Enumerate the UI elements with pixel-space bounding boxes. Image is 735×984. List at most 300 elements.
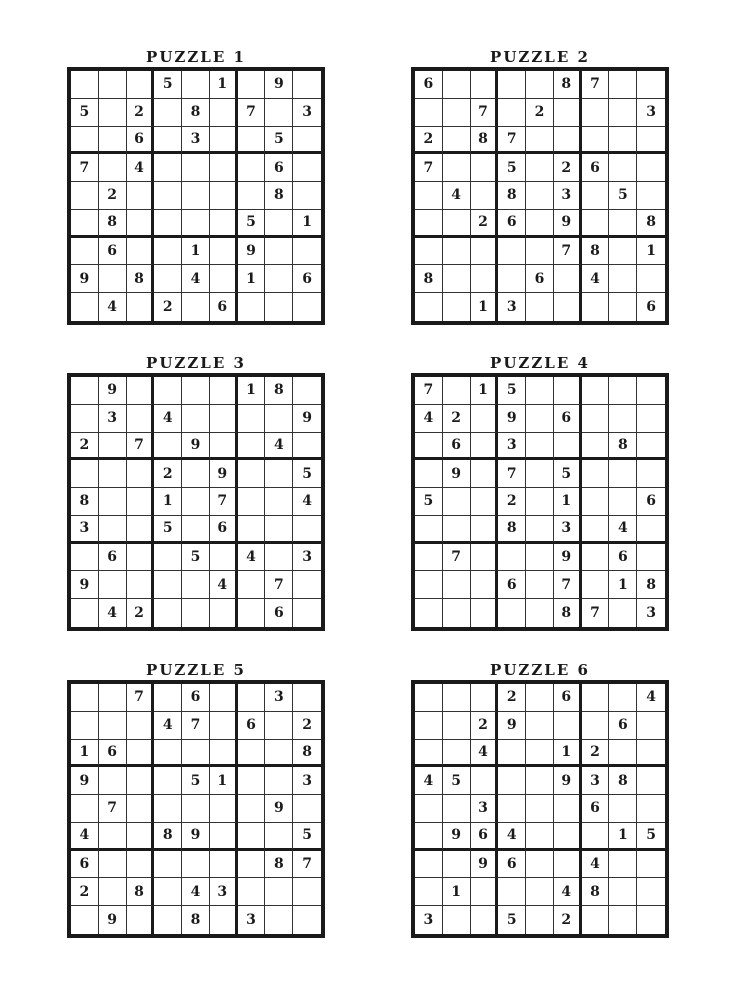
sudoku-cell: 7 [582, 599, 610, 627]
sudoku-cell [238, 154, 266, 182]
sudoku-cell [238, 516, 266, 544]
sudoku-cell: 4 [443, 182, 471, 210]
sudoku-cell: 8 [182, 906, 210, 934]
sudoku-cell: 5 [182, 767, 210, 795]
sudoku-cell [210, 599, 238, 627]
sudoku-cell: 2 [554, 906, 582, 934]
sudoku-cell [71, 599, 99, 627]
sudoku-cell [582, 571, 610, 599]
sudoku-cell [498, 265, 526, 293]
sudoku-cell [210, 544, 238, 572]
sudoku-cell [554, 265, 582, 293]
sudoku-cell [293, 878, 321, 906]
sudoku-cell [127, 712, 155, 740]
sudoku-cell [99, 571, 127, 599]
sudoku-cell: 5 [415, 488, 443, 516]
sudoku-cell [154, 767, 182, 795]
sudoku-cell [609, 684, 637, 712]
sudoku-cell: 8 [265, 182, 293, 210]
sudoku-cell: 6 [582, 154, 610, 182]
sudoku-cell: 2 [293, 712, 321, 740]
sudoku-cell: 4 [71, 823, 99, 851]
sudoku-cell: 1 [609, 823, 637, 851]
sudoku-cell [210, 712, 238, 740]
sudoku-cell: 3 [554, 516, 582, 544]
sudoku-cell [526, 488, 554, 516]
sudoku-cell: 7 [210, 488, 238, 516]
sudoku-cell [99, 488, 127, 516]
sudoku-cell [154, 878, 182, 906]
sudoku-cell [526, 182, 554, 210]
sudoku-cell [554, 433, 582, 461]
sudoku-cell [415, 99, 443, 127]
sudoku-cell [471, 571, 499, 599]
sudoku-cell [182, 460, 210, 488]
sudoku-cell [182, 571, 210, 599]
sudoku-cell: 1 [210, 71, 238, 99]
sudoku-cell: 8 [265, 377, 293, 405]
puzzle-2 [411, 47, 669, 325]
sudoku-cell [609, 238, 637, 266]
sudoku-cell: 5 [293, 460, 321, 488]
sudoku-cell: 9 [554, 544, 582, 572]
sudoku-cell [293, 571, 321, 599]
sudoku-cell [609, 851, 637, 879]
sudoku-cell [127, 377, 155, 405]
sudoku-cell [154, 684, 182, 712]
sudoku-cell [99, 433, 127, 461]
sudoku-cell: 7 [127, 433, 155, 461]
sudoku-cell [238, 740, 266, 768]
sudoku-cell: 7 [443, 544, 471, 572]
sudoku-cell [265, 823, 293, 851]
sudoku-cell: 2 [554, 154, 582, 182]
sudoku-cell [637, 433, 665, 461]
sudoku-cell [582, 210, 610, 238]
sudoku-cell [526, 684, 554, 712]
sudoku-cell [637, 767, 665, 795]
sudoku-cell [182, 516, 210, 544]
sudoku-cell [210, 210, 238, 238]
sudoku-cell [293, 377, 321, 405]
sudoku-cell: 4 [554, 878, 582, 906]
sudoku-cell [415, 851, 443, 879]
sudoku-cell: 4 [99, 599, 127, 627]
sudoku-cell [526, 127, 554, 155]
sudoku-cell [609, 795, 637, 823]
sudoku-cell [637, 71, 665, 99]
sudoku-cell [415, 878, 443, 906]
sudoku-cell [415, 571, 443, 599]
sudoku-cell [210, 154, 238, 182]
sudoku-cell [265, 878, 293, 906]
sudoku-cell [609, 599, 637, 627]
sudoku-cell: 4 [637, 684, 665, 712]
sudoku-cell [637, 405, 665, 433]
sudoku-cell [526, 544, 554, 572]
sudoku-cell [293, 516, 321, 544]
sudoku-cell [443, 516, 471, 544]
sudoku-cell [71, 71, 99, 99]
sudoku-cell [637, 516, 665, 544]
sudoku-cell [238, 182, 266, 210]
sudoku-cell [471, 544, 499, 572]
sudoku-cell: 2 [127, 599, 155, 627]
sudoku-cell: 8 [637, 571, 665, 599]
sudoku-cell [99, 154, 127, 182]
sudoku-cell: 8 [71, 488, 99, 516]
sudoku-cell: 6 [182, 684, 210, 712]
sudoku-cell [154, 851, 182, 879]
sudoku-grid [411, 67, 669, 325]
puzzle-6 [411, 660, 669, 938]
sudoku-cell [99, 767, 127, 795]
sudoku-cell [154, 265, 182, 293]
sudoku-cell: 4 [99, 293, 127, 321]
sudoku-cell [71, 293, 99, 321]
sudoku-cell [526, 154, 554, 182]
sudoku-cell: 4 [293, 488, 321, 516]
sudoku-cell: 7 [582, 71, 610, 99]
sudoku-cell: 5 [293, 823, 321, 851]
sudoku-cell [443, 210, 471, 238]
sudoku-cell: 4 [582, 851, 610, 879]
sudoku-cell: 8 [127, 265, 155, 293]
sudoku-cell [238, 405, 266, 433]
sudoku-cell [293, 599, 321, 627]
sudoku-cell [498, 238, 526, 266]
sudoku-cell [210, 265, 238, 293]
sudoku-cell [210, 238, 238, 266]
sudoku-cell: 7 [71, 154, 99, 182]
sudoku-cell [127, 238, 155, 266]
sudoku-cell [637, 127, 665, 155]
sudoku-cell: 6 [443, 433, 471, 461]
sudoku-cell [526, 433, 554, 461]
sudoku-cell [609, 293, 637, 321]
sudoku-cell: 8 [554, 71, 582, 99]
puzzle-4 [411, 353, 669, 631]
sudoku-cell [415, 823, 443, 851]
sudoku-cell [71, 377, 99, 405]
sudoku-grid [67, 680, 325, 938]
sudoku-cell [526, 599, 554, 627]
sudoku-cell [127, 767, 155, 795]
sudoku-cell [582, 377, 610, 405]
sudoku-cell: 1 [293, 210, 321, 238]
sudoku-cell: 6 [293, 265, 321, 293]
sudoku-cell [498, 767, 526, 795]
sudoku-cell [443, 906, 471, 934]
sudoku-cell [293, 127, 321, 155]
sudoku-cell: 6 [646, 299, 656, 316]
sudoku-cell [637, 712, 665, 740]
puzzle-1 [67, 47, 325, 325]
sudoku-cell [526, 460, 554, 488]
sudoku-cell [637, 544, 665, 572]
sudoku-cell [471, 238, 499, 266]
sudoku-cell [71, 460, 99, 488]
sudoku-cell: 7 [127, 684, 155, 712]
sudoku-cell: 9 [443, 460, 471, 488]
sudoku-cell [210, 433, 238, 461]
puzzle-title: PUZZLE 2 [490, 48, 590, 66]
sudoku-cell [265, 906, 293, 934]
sudoku-cell: 7 [471, 99, 499, 127]
sudoku-cell: 3 [498, 293, 526, 321]
sudoku-cell: 8 [637, 210, 665, 238]
sudoku-cell [471, 154, 499, 182]
sudoku-cell: 1 [238, 377, 266, 405]
sudoku-cell [127, 182, 155, 210]
sudoku-cell: 4 [415, 767, 443, 795]
sudoku-cell [182, 71, 210, 99]
sudoku-cell: 8 [99, 210, 127, 238]
sudoku-cell [415, 433, 443, 461]
sudoku-cell [99, 823, 127, 851]
puzzle-title: PUZZLE 3 [146, 354, 246, 372]
sudoku-cell: 9 [498, 712, 526, 740]
sudoku-cell: 7 [554, 238, 582, 266]
sudoku-cell: 4 [471, 740, 499, 768]
sudoku-cell: 8 [415, 265, 443, 293]
sudoku-cell [154, 154, 182, 182]
sudoku-cell: 5 [443, 767, 471, 795]
sudoku-cell [127, 71, 155, 99]
sudoku-cell [582, 99, 610, 127]
sudoku-cell: 9 [238, 238, 266, 266]
sudoku-cell: 8 [582, 878, 610, 906]
sudoku-cell: 4 [154, 405, 182, 433]
sudoku-cell [609, 740, 637, 768]
sudoku-cell [265, 712, 293, 740]
sudoku-cell: 3 [71, 516, 99, 544]
sudoku-cell: 6 [582, 795, 610, 823]
sudoku-cell [443, 795, 471, 823]
sudoku-cell [293, 293, 321, 321]
sudoku-cell: 9 [443, 823, 471, 851]
sudoku-cell: 4 [238, 544, 266, 572]
sudoku-cell [526, 795, 554, 823]
sudoku-cell [609, 377, 637, 405]
sudoku-cell [99, 460, 127, 488]
sudoku-cell: 9 [498, 405, 526, 433]
sudoku-cell: 3 [415, 906, 443, 934]
sudoku-cell [127, 571, 155, 599]
sudoku-cell [471, 488, 499, 516]
sudoku-cell [415, 460, 443, 488]
sudoku-cell: 6 [498, 851, 526, 879]
sudoku-cell [443, 712, 471, 740]
sudoku-cell [526, 767, 554, 795]
sudoku-cell [609, 99, 637, 127]
sudoku-cell: 6 [637, 488, 665, 516]
sudoku-cell [210, 377, 238, 405]
sudoku-cell [498, 599, 526, 627]
sudoku-cell: 6 [554, 405, 582, 433]
sudoku-cell [637, 795, 665, 823]
sudoku-cell [293, 684, 321, 712]
sudoku-cell [127, 795, 155, 823]
sudoku-cell: 9 [471, 851, 499, 879]
sudoku-cell [609, 265, 637, 293]
sudoku-cell: 2 [154, 460, 182, 488]
sudoku-cell [582, 488, 610, 516]
sudoku-cell [210, 906, 238, 934]
sudoku-cell: 2 [127, 99, 155, 127]
sudoku-cell: 2 [471, 712, 499, 740]
sudoku-cell: 3 [293, 767, 321, 795]
sudoku-cell [238, 767, 266, 795]
sudoku-cell [637, 154, 665, 182]
sudoku-cell: 3 [238, 906, 266, 934]
sudoku-cell [238, 599, 266, 627]
sudoku-cell: 3 [293, 544, 321, 572]
puzzle-5 [67, 660, 325, 938]
sudoku-cell: 9 [71, 767, 99, 795]
sudoku-cell [210, 740, 238, 768]
sudoku-cell [71, 544, 99, 572]
sudoku-cell: 7 [293, 851, 321, 879]
sudoku-cell: 2 [99, 182, 127, 210]
sudoku-cell: 8 [182, 99, 210, 127]
sudoku-cell: 6 [99, 238, 127, 266]
sudoku-cell [265, 405, 293, 433]
sudoku-cell: 9 [71, 571, 99, 599]
sudoku-cell [99, 516, 127, 544]
sudoku-cell: 4 [609, 516, 637, 544]
sudoku-cell [71, 405, 99, 433]
sudoku-cell [443, 599, 471, 627]
sudoku-cell [182, 488, 210, 516]
sudoku-cell [210, 851, 238, 879]
sudoku-cell: 5 [154, 516, 182, 544]
sudoku-cell: 2 [443, 405, 471, 433]
sudoku-cell [582, 182, 610, 210]
sudoku-cell [498, 99, 526, 127]
sudoku-cell: 2 [71, 433, 99, 461]
sudoku-cell: 5 [554, 460, 582, 488]
sudoku-cell [443, 154, 471, 182]
sudoku-cell [71, 210, 99, 238]
sudoku-cell [154, 433, 182, 461]
sudoku-cell [415, 712, 443, 740]
sudoku-cell: 7 [238, 99, 266, 127]
sudoku-cell: 8 [582, 238, 610, 266]
sudoku-cell: 3 [182, 127, 210, 155]
sudoku-cell [71, 684, 99, 712]
sudoku-cell [443, 684, 471, 712]
sudoku-cell: 8 [554, 599, 582, 627]
sudoku-cell: 6 [99, 740, 127, 768]
sudoku-cell [265, 767, 293, 795]
sudoku-cell [498, 795, 526, 823]
sudoku-cell [609, 71, 637, 99]
sudoku-cell: 1 [182, 238, 210, 266]
sudoku-cell [154, 377, 182, 405]
sudoku-cell [99, 851, 127, 879]
sudoku-cell: 8 [127, 878, 155, 906]
sudoku-cell: 8 [609, 433, 637, 461]
sudoku-cell [154, 571, 182, 599]
sudoku-cell [293, 433, 321, 461]
sudoku-cell [526, 851, 554, 879]
sudoku-cell: 6 [210, 293, 238, 321]
sudoku-cell [182, 405, 210, 433]
sudoku-cell [127, 210, 155, 238]
sudoku-cell [99, 99, 127, 127]
sudoku-cell [182, 154, 210, 182]
sudoku-cell [471, 71, 499, 99]
sudoku-cell [182, 210, 210, 238]
sudoku-cell [415, 293, 443, 321]
sudoku-cell: 6 [127, 127, 155, 155]
sudoku-cell [99, 127, 127, 155]
sudoku-cell [637, 740, 665, 768]
sudoku-cell [415, 740, 443, 768]
sudoku-cell [554, 712, 582, 740]
sudoku-cell [609, 878, 637, 906]
sudoku-cell [154, 599, 182, 627]
sudoku-cell [443, 293, 471, 321]
sudoku-cell [526, 238, 554, 266]
sudoku-cell [582, 293, 610, 321]
sudoku-cell: 8 [265, 851, 293, 879]
sudoku-cell [526, 516, 554, 544]
sudoku-cell [99, 684, 127, 712]
sudoku-cell: 9 [182, 823, 210, 851]
sudoku-cell: 5 [71, 99, 99, 127]
sudoku-cell: 6 [554, 684, 582, 712]
sudoku-cell [443, 851, 471, 879]
sudoku-cell [498, 71, 526, 99]
sudoku-cell: 9 [182, 433, 210, 461]
sudoku-cell: 4 [582, 265, 610, 293]
sudoku-cell: 5 [637, 823, 665, 851]
sudoku-cell: 1 [471, 293, 499, 321]
sudoku-cell [415, 182, 443, 210]
sudoku-grid [411, 680, 669, 938]
sudoku-cell: 1 [637, 238, 665, 266]
sudoku-cell [210, 684, 238, 712]
puzzle-title: PUZZLE 1 [146, 48, 246, 66]
sudoku-cell [293, 238, 321, 266]
sudoku-cell [71, 795, 99, 823]
sudoku-grid [67, 67, 325, 325]
puzzle-title: PUZZLE 4 [490, 354, 590, 372]
sudoku-cell [471, 684, 499, 712]
sudoku-cell: 5 [609, 182, 637, 210]
sudoku-cell: 1 [154, 488, 182, 516]
sudoku-cell: 6 [238, 712, 266, 740]
sudoku-cell: 5 [265, 127, 293, 155]
sudoku-cell: 6 [265, 154, 293, 182]
sudoku-cell [71, 127, 99, 155]
sudoku-cell [582, 712, 610, 740]
sudoku-cell [554, 377, 582, 405]
sudoku-cell [554, 99, 582, 127]
sudoku-cell [637, 460, 665, 488]
sudoku-cell: 3 [646, 605, 656, 622]
sudoku-cell: 3 [265, 684, 293, 712]
sudoku-cell: 7 [554, 571, 582, 599]
sudoku-cell [293, 906, 321, 934]
sudoku-cell [127, 405, 155, 433]
sudoku-cell [415, 516, 443, 544]
sudoku-grid [411, 373, 669, 631]
sudoku-cell: 5 [154, 71, 182, 99]
sudoku-cell [265, 238, 293, 266]
